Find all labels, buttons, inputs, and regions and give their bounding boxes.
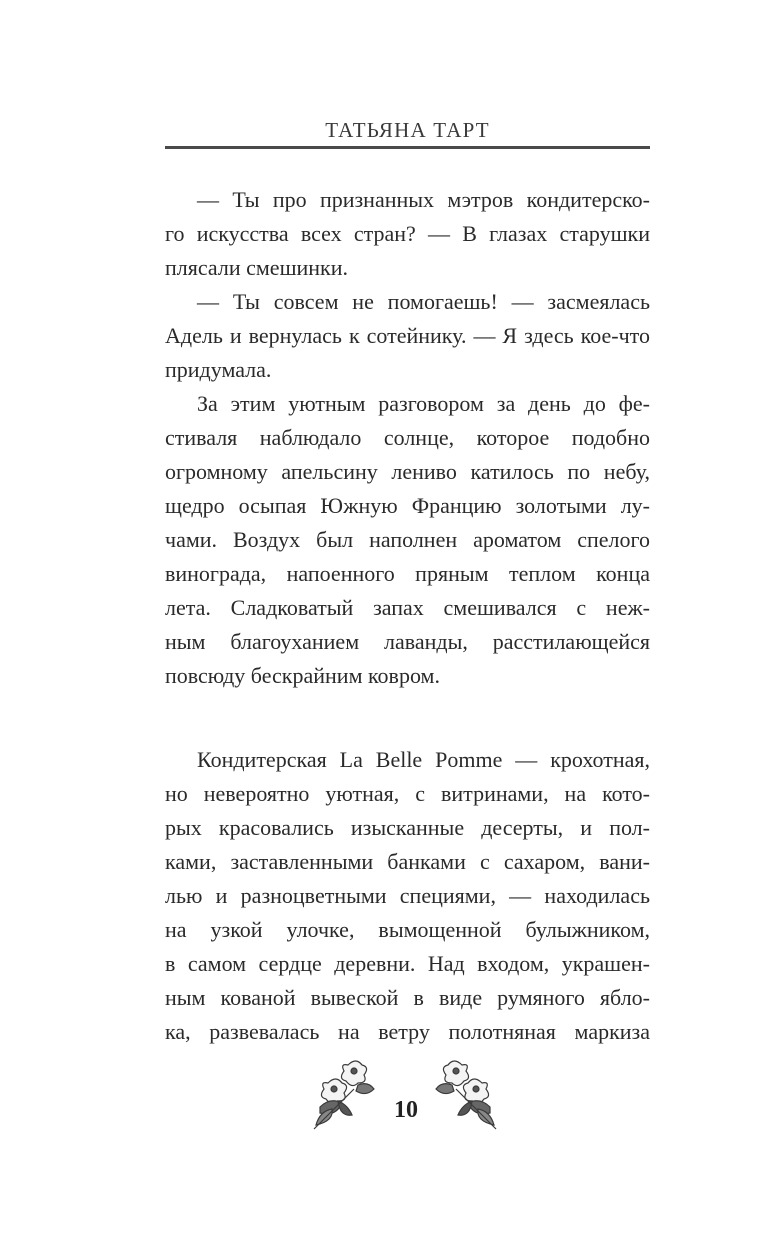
text-line: го искусства всех стран? — В глазах старушки bbox=[165, 221, 650, 246]
header-rule bbox=[165, 146, 650, 149]
flower-ornament-icon bbox=[308, 1055, 378, 1131]
text-line: — Ты совсем не помогаешь! — засмеялась bbox=[197, 289, 650, 314]
page-number: 10 bbox=[394, 1097, 418, 1123]
text-line: на узкой улочке, вымощенной булыжником, bbox=[165, 917, 650, 942]
text-line: ками, заставленными банками с сахаром, вани- bbox=[165, 849, 650, 874]
running-header: ТАТЬЯНА ТАРТ bbox=[325, 118, 490, 142]
text-line: огромному апельсину лениво катилось по небу, bbox=[165, 459, 650, 484]
text-line: плясали смешинки. bbox=[165, 255, 349, 280]
text-line: придумала. bbox=[165, 357, 272, 382]
text-line: За этим уютным разговором за день до фе- bbox=[197, 391, 650, 416]
text-line: ка, развевалась на ветру полотняная маркиза bbox=[165, 1019, 650, 1044]
text-line: но невероятно уютная, с витринами, на кото- bbox=[165, 781, 650, 806]
text-line: рых красовались изысканные десерты, и пол- bbox=[165, 815, 650, 840]
text-line: щедро осыпая Южную Францию золотыми лу- bbox=[165, 493, 650, 518]
body-text bbox=[165, 183, 650, 1049]
text-line: в самом сердце деревни. Над входом, украшен- bbox=[165, 951, 650, 976]
text-line: повсюду бескрайним ковром. bbox=[165, 663, 440, 688]
text-line: винограда, напоенного пряным теплом конца bbox=[165, 561, 650, 586]
text-line: ным кованой вывеской в виде румяного ябло- bbox=[165, 985, 650, 1010]
section-break bbox=[165, 693, 650, 743]
text-line: Кондитерская La Belle Pomme — крохотная, bbox=[197, 747, 650, 772]
text-line: — Ты про признанных мэтров кондитерско- bbox=[197, 187, 650, 212]
text-line: ным благоуханием лаванды, расстилающейся bbox=[165, 629, 650, 654]
text-line: Адель и вернулась к сотейнику. — Я здесь кое-что bbox=[165, 323, 650, 348]
text-block-1 bbox=[165, 183, 650, 693]
text-line: лета. Сладковатый запах смешивался с неж- bbox=[165, 595, 650, 620]
flower-ornament-icon bbox=[432, 1055, 502, 1131]
text-line: стиваля наблюдало солнце, которое подобно bbox=[165, 425, 650, 450]
text-line: лью и разноцветными специями, — находилась bbox=[165, 883, 650, 908]
text-block-2 bbox=[165, 743, 650, 1049]
page-footer bbox=[300, 1055, 510, 1135]
text-line: чами. Воздух был наполнен ароматом спелого bbox=[165, 527, 650, 552]
